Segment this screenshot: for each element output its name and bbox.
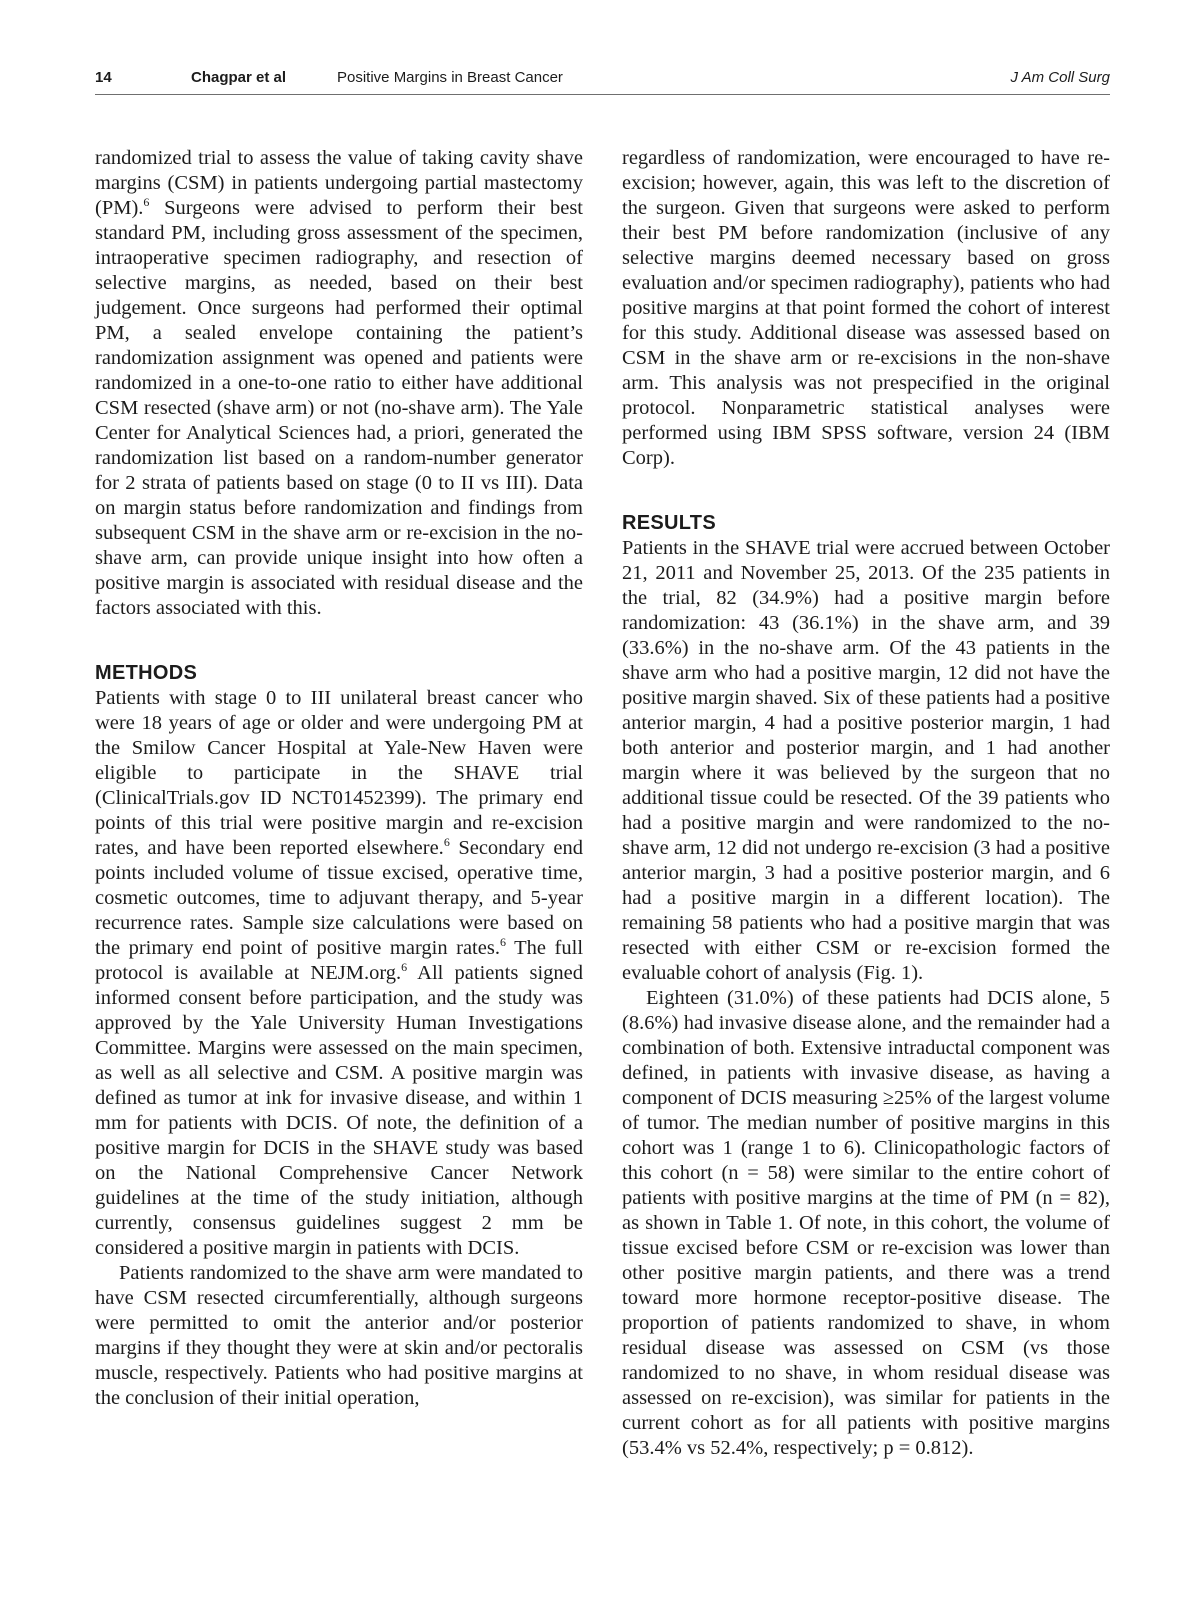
page-number: 14	[95, 69, 112, 86]
reference-superscript: 6	[143, 195, 150, 210]
methods-text-a: Patients with stage 0 to III unilateral breast cancer who were 18 years of age or older and were undergoing PM at the Smilow Cancer Hospital at Yale-New Haven were eligible to participate in the SHAVE trial (ClinicalTrials.gov ID NCT01452399). The primary end points of this trial were positive margin and re-excision rates, and have been reported elsewhere.	[95, 687, 583, 859]
results-paragraph-2: Eighteen (31.0%) of these patients had DCIS alone, 5 (8.6%) had invasive disease alone, and the remainder had a combination of both. Extensive intraductal component was defined, in patients with invasive disease, as having a component of DCIS measuring ≥25% of the largest volume of tumor. The median number of positive margins in this cohort was 1 (range 1 to 6). Clinicopathologic factors of this cohort (n = 58) were similar to the entire cohort of patients with positive margins at the time of PM (n = 82), as shown in Table 1. Of note, in this cohort, the volume of tissue excised before CSM or re-excision was lower than other positive margin patients, and there was a trend toward more hormone receptor-positive disease. The proportion of patients randomized to shave, in whom residual disease was assessed on CSM (vs those randomized to no shave, in whom residual disease was assessed on re-excision), was similar for patients in the current cohort as for all patients with positive margins (53.4% vs 52.4%, respectively; p = 0.812).	[622, 987, 1110, 1459]
running-header	[95, 64, 1110, 95]
methods-continuation: regardless of randomization, were encouraged to have re-excision; however, again, this was left to the discretion of the surgeon. Given that surgeons were asked to perform their best PM before randomization (inclusive of any selective margins deemed necessary based on gross evaluation and/or specimen radiography), patients who had positive margins at that point formed the cohort of interest for this study. Additional disease was assessed based on CSM in the shave arm or re-excisions in the non-shave arm. This analysis was not prespecified in the original protocol. Nonparametric statistical analyses were performed using IBM SPSS software, version 24 (IBM Corp).	[622, 147, 1110, 469]
reference-superscript: 6	[443, 835, 450, 850]
methods-paragraph-1	[95, 686, 583, 1261]
intro-paragraph	[95, 146, 583, 621]
reference-superscript: 6	[499, 935, 506, 950]
intro-text-a: randomized trial to assess the value of taking cavity shave margins (CSM) in patients undergoing partial mastectomy (PM).	[95, 147, 583, 219]
left-column	[95, 146, 583, 1411]
results-heading: RESULTS	[622, 512, 716, 534]
methods-heading: METHODS	[95, 662, 198, 684]
methods-text-b: Secondary end points included volume of tissue excised, operative time, cosmetic outcomes, time to adjuvant therapy, and 5-year recurrence rates. Sample size calculations were based on the primary end point of positive margin rates.	[95, 837, 583, 959]
results-paragraph-1: Patients in the SHAVE trial were accrued between October 21, 2011 and November 25, 2013. Of the 235 patients in the trial, 82 (34.9%) had a positive margin before randomization: 43 (36.1%) in the shave arm, and 39 (33.6%) in the no-shave arm. Of the 43 patients in the shave arm who had a positive margin, 12 did not have the positive margin shaved. Six of these patients had a positive anterior margin, 4 had a positive posterior margin, 1 had both anterior and posterior margin, and 1 had another margin where it was believed by the surgeon that no additional tissue could be resected. Of the 39 patients who had a positive margin and were randomized to the no-shave arm, 12 did not undergo re-excision (3 had a positive anterior margin, 3 had a positive posterior margin, and 6 had a positive margin in a different location). The remaining 58 patients who had a positive margin that was resected with either CSM or re-excision formed the evaluable cohort of analysis (Fig. 1).	[622, 537, 1110, 984]
intro-text-b: Surgeons were advised to perform their best standard PM, including gross assessment of the specimen, intraoperative specimen radiography, and resection of selective margins, as needed, based on their best judgement. Once surgeons had performed their optimal PM, a sealed envelope containing the patient’s randomization assignment was opened and patients were randomized in a one-to-one ratio to either have additional CSM resected (shave arm) or not (no-shave arm). The Yale Center for Analytical Sciences had, a priori, generated the randomization list based on a random-number generator for 2 strata of patients based on stage (0 to II vs III). Data on margin status before randomization and findings from subsequent CSM in the shave arm or re-excision in the no-shave arm, can provide unique insight into how often a positive margin is associated with residual disease and the factors associated with this.	[95, 197, 583, 619]
running-authors: Chagpar et al	[191, 69, 287, 86]
methods-text-d: All patients signed informed consent before participation, and the study was approved by the Yale University Human Investigations Committee. Margins were assessed on the main specimen, as well as all selective and CSM. A positive margin was defined as tumor at ink for invasive disease, and within 1 mm for patients with DCIS. Of note, the definition of a positive margin for DCIS in the SHAVE study was based on the National Comprehensive Cancer Network guidelines at the time of the study initiation, although currently, consensus guidelines suggest 2 mm be considered a positive margin in patients with DCIS.	[95, 962, 583, 1259]
running-title: Positive Margins in Breast Cancer	[337, 69, 563, 86]
methods-text-c: The full protocol is available at NEJM.org.	[95, 937, 584, 984]
reference-superscript: 6	[401, 960, 408, 975]
right-column	[622, 146, 1110, 1461]
journal-name: J Am Coll Surg	[1010, 69, 1110, 86]
methods-paragraph-2: Patients randomized to the shave arm were mandated to have CSM resected circumferentially, although surgeons were permitted to omit the anterior and/or posterior margins if they thought they were at skin and/or pectoralis muscle, respectively. Patients who had positive margins at the conclusion of their initial operation,	[95, 1262, 583, 1409]
